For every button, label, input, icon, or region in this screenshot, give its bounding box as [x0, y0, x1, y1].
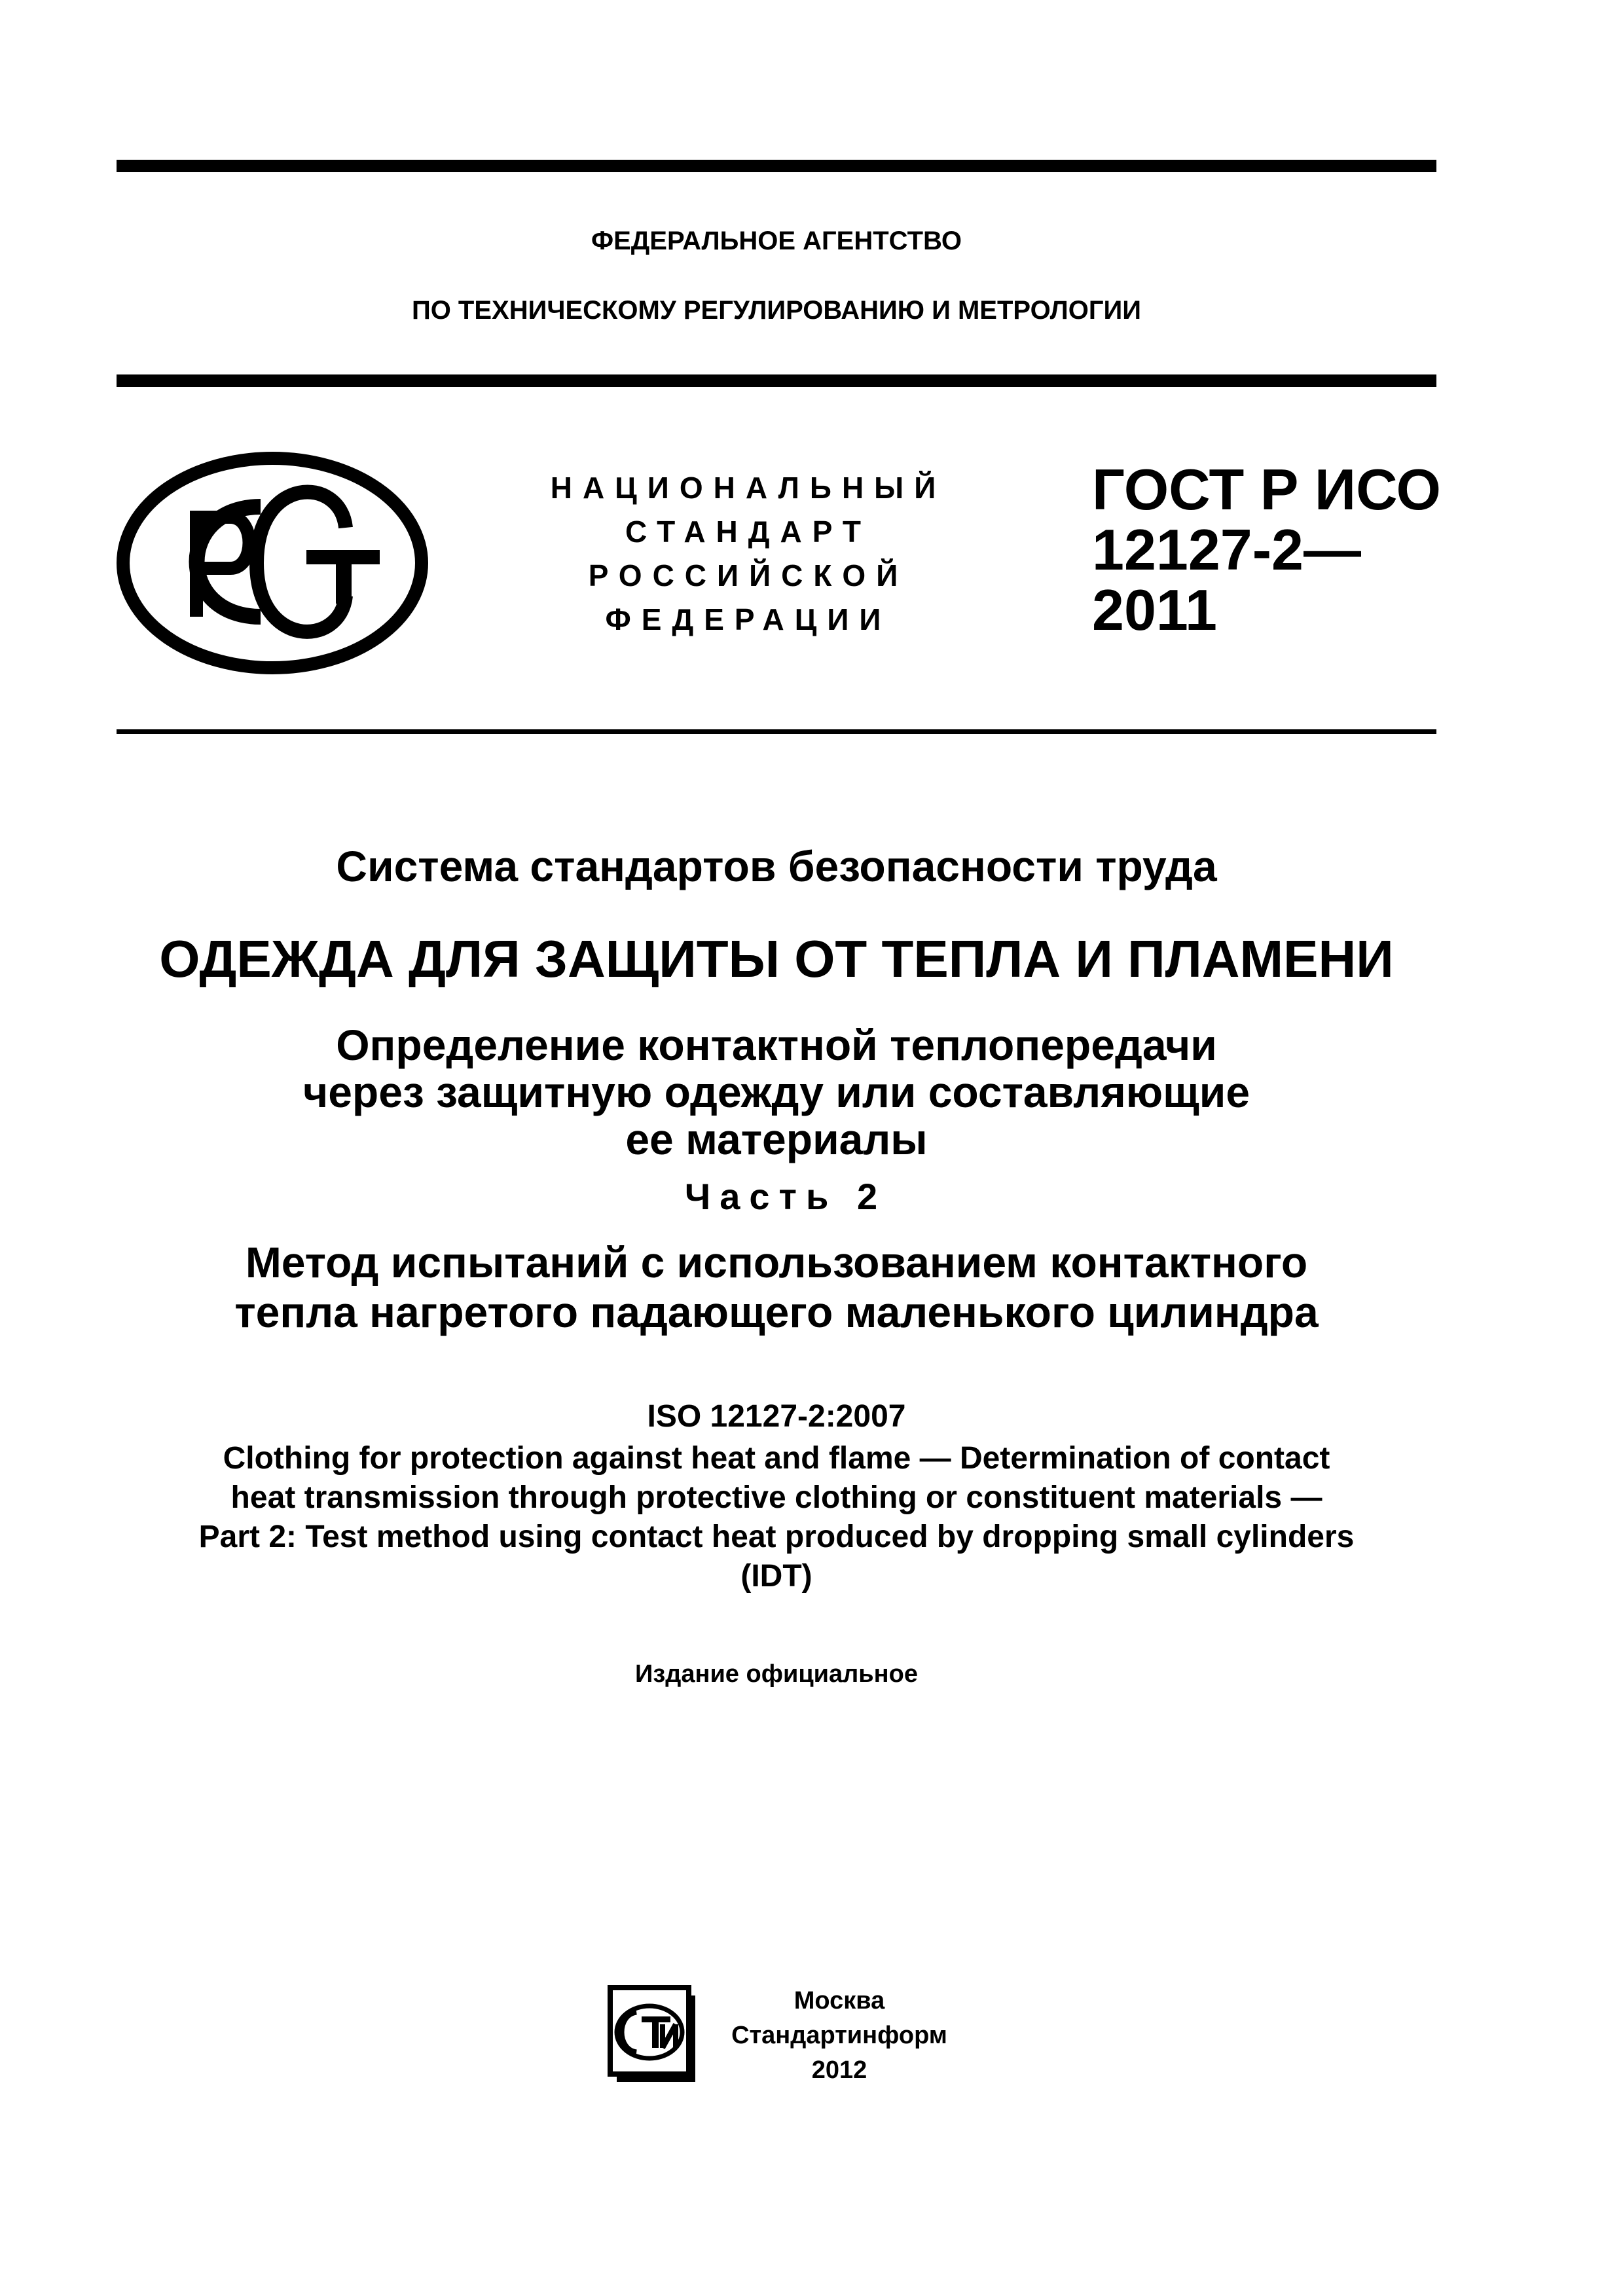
iso-title	[117, 1439, 1436, 1596]
method-title-line: тепла нагретого падающего маленького цилиндра	[234, 1288, 1319, 1336]
agency-name-line1: ФЕДЕРАЛЬНОЕ АГЕНТСТВО	[591, 227, 962, 255]
top-rule	[117, 160, 1436, 172]
middle-rule	[117, 374, 1436, 387]
iso-title-line: Part 2: Test method using contact heat produced by dropping small cylinders	[198, 1520, 1355, 1554]
iso-code: ISO 12127-2:2007	[647, 1399, 906, 1434]
main-title: ОДЕЖДА ДЛЯ ЗАЩИТЫ ОТ ТЕПЛА И ПЛАМЕНИ	[159, 930, 1394, 988]
publisher-name: Стандартинформ	[731, 2022, 947, 2049]
subtitle-line: ее материалы	[625, 1115, 928, 1163]
thin-rule	[117, 729, 1436, 734]
method-title	[117, 1237, 1436, 1337]
national-standard-line: РОССИЙСКОЙ	[588, 558, 909, 592]
sti-emblem-icon	[608, 1984, 701, 2087]
method-title-line: Метод испытаний с использованием контактного	[245, 1238, 1308, 1286]
national-standard-line: НАЦИОНАЛЬНЫЙ	[550, 471, 947, 505]
series-title: Система стандартов безопасности труда	[336, 842, 1217, 890]
subtitle-line: через защитную одежду или составляющие	[302, 1068, 1250, 1116]
standard-code-line: 12127-2—	[1092, 517, 1361, 582]
national-standard-label	[511, 466, 976, 642]
standard-code	[1092, 457, 1441, 642]
agency-name-line2: ПО ТЕХНИЧЕСКОМУ РЕГУЛИРОВАНИЮ И МЕТРОЛОГИИ	[411, 296, 1142, 325]
iso-title-line: heat transmission through protective clothing or constituent materials —	[230, 1480, 1322, 1515]
part-label: Часть 2	[684, 1176, 887, 1217]
publisher-year: 2012	[811, 2056, 867, 2084]
standard-code-line: 2011	[1092, 577, 1217, 642]
national-standard-line: ФЕДЕРАЦИИ	[605, 602, 892, 636]
rst-emblem-icon	[115, 452, 429, 674]
subtitle	[117, 1021, 1436, 1163]
national-standard-line: СТАНДАРТ	[625, 515, 871, 549]
iso-title-line: (IDT)	[740, 1559, 812, 1594]
publisher-block	[708, 1984, 970, 2088]
standard-code-line: ГОСТ Р ИСО	[1092, 457, 1441, 522]
iso-title-line: Clothing for protection against heat and flame — Determination of contact	[223, 1441, 1330, 1476]
subtitle-line: Определение контактной теплопередачи	[336, 1021, 1217, 1069]
publisher-city: Москва	[793, 1987, 885, 2014]
edition-label: Издание официальное	[635, 1660, 918, 1688]
